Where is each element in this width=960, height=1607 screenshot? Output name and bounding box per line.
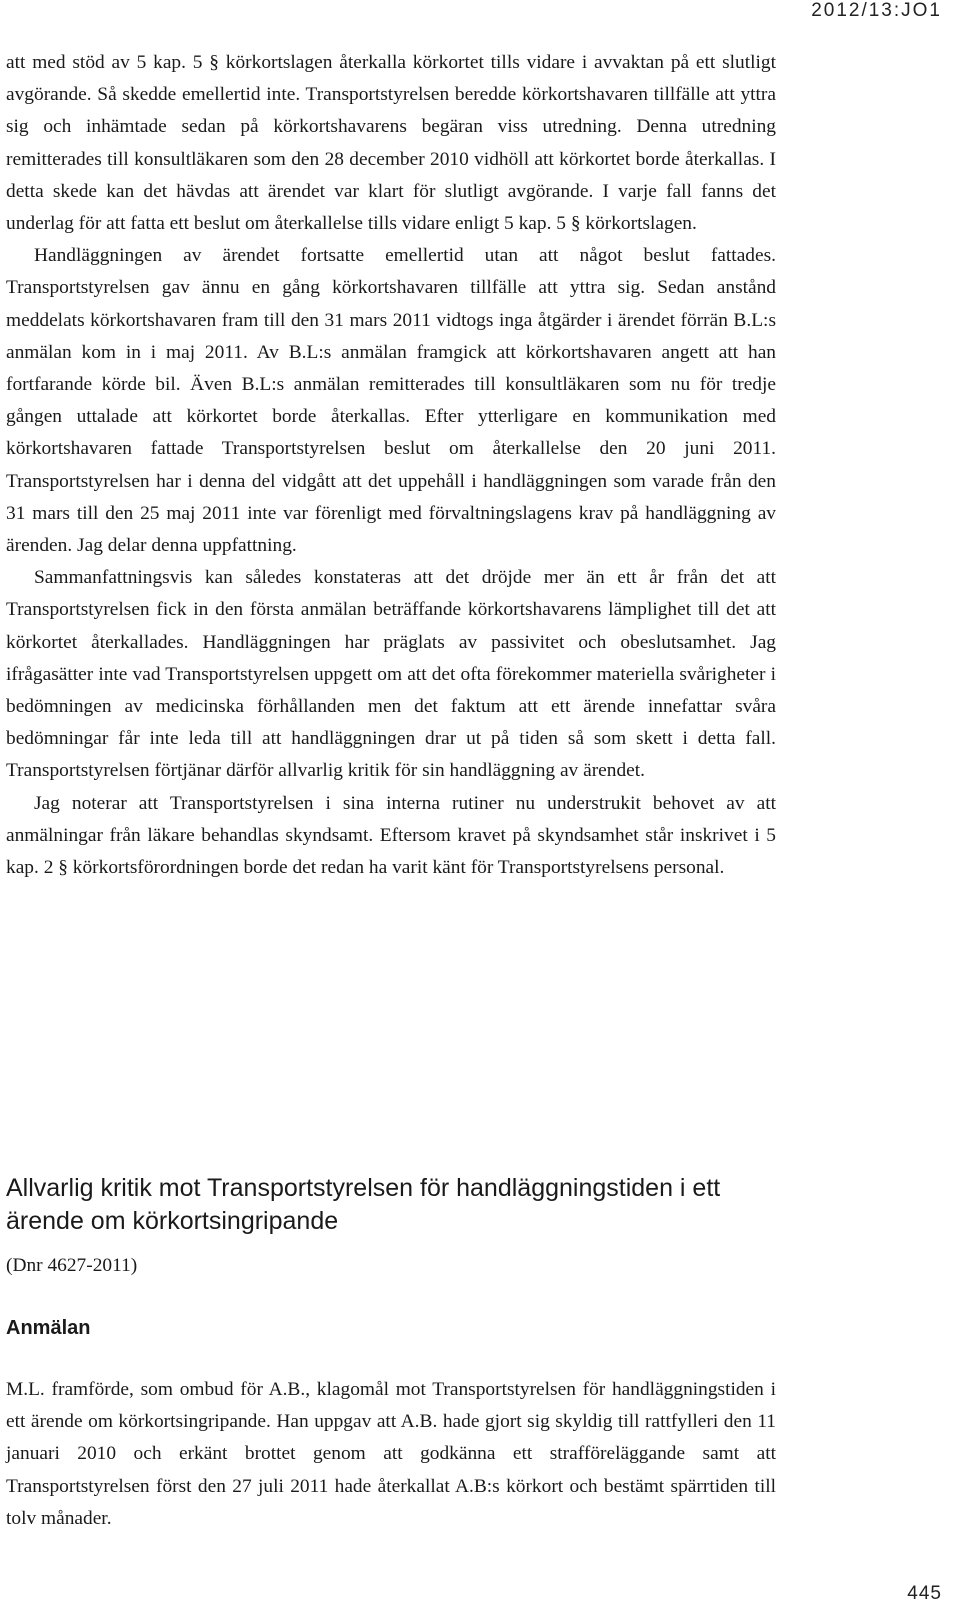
document-code: 2012/13:JO1 [811, 0, 942, 21]
paragraph-1: att med stöd av 5 kap. 5 § körkortslagen återkalla körkortet tills vidare i avvaktan på ett slutligt avgörande. Så skedde emellertid inte. Transportstyrelsen beredde körkortshavaren tillfälle att yttra sig och inhämtade sedan på körkortshavarens begäran viss utredning. Denna utredning remitterades till konsultläkaren som den 28 december 2010 vidhöll att körkortet borde återkallas. I detta skede kan det hävdas att ärendet var klart för slutligt avgörande. I varje fall fanns det underlag för att fatta ett beslut om återkallelse tills vidare enligt 5 kap. 5 § körkortslagen. [6, 52, 776, 235]
body-text [6, 47, 776, 884]
paragraph-3: Sammanfattningsvis kan således konstateras att det dröjde mer än ett år från det att Transportstyrelsen fick in den första anmälan beträffande körkortshavarens lämplighet till det att körkortet återkallades. Handläggningen har präglats av passivitet och obeslutsamhet. Jag ifrågasätter inte vad Transportstyrelsen uppgett om att det ofta förekommer materiella svårigheter i bedömningen av medicinska förhållanden men det faktum att ett ärende innefattar svåra bedömningar får inte leda till att handläggningen drar ut på tiden så som skett i detta fall. Transportstyrelsen förtjänar därför allvarlig kritik för sin handläggning av ärendet. [6, 567, 776, 782]
section-title: Allvarlig kritik mot Transportstyrelsen för handläggningstiden i ett ärende om körkortsingripande [6, 1174, 721, 1235]
case-number: (Dnr 4627-2011) [6, 1255, 138, 1276]
anmalan-text [6, 1374, 776, 1535]
subheading-anmalan: Anmälan [6, 1317, 91, 1339]
paragraph-4: Jag noterar att Transportstyrelsen i sina interna rutiner nu understrukit behovet av att anmälningar från läkare behandlas skyndsamt. Eftersom kravet på skyndsamhet står inskrivet i 5 kap. 2 § körkortsförordningen borde det redan ha varit känt för Transportstyrelsens personal. [6, 792, 776, 879]
page-number: 445 [907, 1583, 942, 1604]
anmalan-paragraph: M.L. framförde, som ombud för A.B., klagomål mot Transportstyrelsen för handläggningstiden i ett ärende om körkortsingripande. Han uppgav att A.B. hade gjort sig skyldig till rattfylleri den 11 januari 2010 och erkänt brottet genom att godkänna ett strafföreläggande samt att Transportstyrelsen först den 27 juli 2011 hade återkallat A.B:s körkort och bestämt spärrtiden till tolv månader. [6, 1379, 776, 1529]
paragraph-2: Handläggningen av ärendet fortsatte emellertid utan att något beslut fattades. Transportstyrelsen gav ännu en gång körkortshavaren tillfälle att yttra sig. Sedan anstånd meddelats körkortshavaren fram till den 31 mars 2011 vidtogs inga åtgärder i ärendet förrän B.L:s anmälan kom in i maj 2011. Av B.L:s anmälan framgick att körkortshavaren angett att han fortfarande körde bil. Även B.L:s anmälan remitterades till konsultläkaren som nu för tredje gången uttalade att körkortet borde återkallas. Efter ytterligare en kommunikation med körkortshavaren fattade Transportstyrelsen beslut om återkallelse den 20 juni 2011. Transportstyrelsen har i denna del vidgått att det uppehåll i handläggningen som varade från den 31 mars till den 25 maj 2011 inte var förenligt med förvaltningslagens krav på handläggning av ärenden. Jag delar denna uppfattning. [6, 245, 776, 557]
